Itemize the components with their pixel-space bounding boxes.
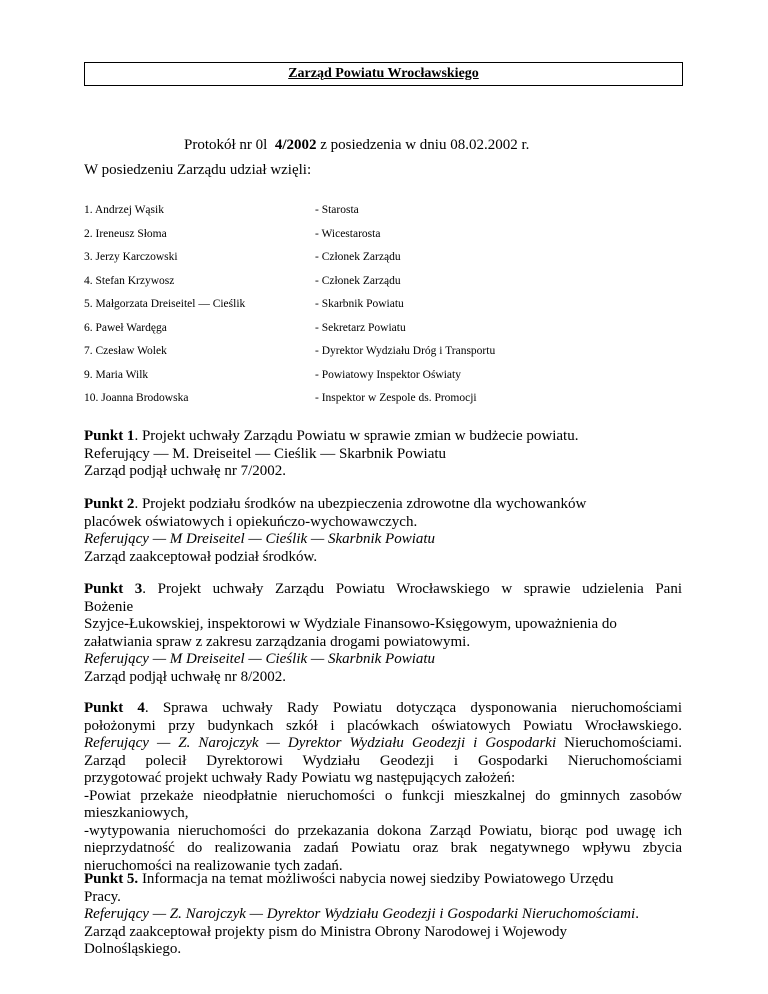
point-2-decision: Zarząd zaakceptował podział środków.: [84, 548, 318, 565]
point-1: [84, 428, 682, 481]
attendee-name: 6. Paweł Wardęga: [84, 321, 167, 334]
attendee-role: - Wicestarosta: [315, 227, 381, 240]
protocol-number: 4/2002: [274, 137, 317, 153]
point-1-speaker: Referujący — M. Dreiseitel — Cieślik — Skarbnik Powiatu: [84, 445, 447, 462]
attendee-name: 5. Małgorzata Dreiseitel — Cieślik: [84, 298, 246, 310]
point-5: [84, 871, 682, 959]
point-4-text-cont: położonymi przy budynkach szkół i placówkach oświatowych Powiatu Wrocławskiego.: [84, 717, 682, 734]
point-2-text: . Projekt podziału środków na ubezpieczenia zdrowotne dla wychowanków: [134, 496, 587, 512]
attendee-row: [84, 247, 684, 271]
attendee-row: [84, 318, 684, 342]
attendee-list: [84, 200, 684, 412]
attendee-row: [84, 271, 684, 295]
point-3-text-cont2: Szyjce-Łukowskiej, inspektorowi w Wydziale Finansowo-Księgowym, upoważnienia do: [84, 616, 617, 632]
point-3-text-cont: Bożenie: [84, 598, 134, 615]
attendee-name: 1. Andrzej Wąsik: [84, 204, 164, 216]
attendee-role: - Powiatowy Inspektor Oświaty: [315, 368, 461, 381]
point-1-decision: Zarząd podjął uchwałę nr 7/2002.: [84, 463, 287, 479]
attendee-role: - Członek Zarządu: [315, 251, 401, 263]
point-5-speaker-end: .: [635, 906, 639, 922]
point-4-decision-cont: przygotować projekt uchwały Rady Powiatu wg następujących założeń:: [84, 770, 516, 786]
point-5-speaker: Referujący — Z. Narojczyk — Dyrektor Wydziału Geodezji i Gospodarki Nieruchomościami: [84, 906, 636, 922]
attendee-row: [84, 365, 684, 389]
attendee-role: - Dyrektor Wydziału Dróg i Transportu: [315, 345, 496, 357]
point-2: [84, 496, 682, 566]
point-5-decision: Zarząd zaakceptował projekty pism do Ministra Obrony Narodowej i Wojewody: [84, 923, 567, 940]
attendance-intro: W posiedzeniu Zarządu udział wzięli:: [84, 162, 312, 178]
attendee-role: - Sekretarz Powiatu: [315, 321, 406, 334]
point-4: [84, 700, 682, 875]
protocol-heading: [184, 137, 529, 154]
point-3-decision: Zarząd podjął uchwałę nr 8/2002.: [84, 668, 287, 685]
attendee-name: 3. Jerzy Karczowski: [84, 251, 178, 263]
attendee-name: 10. Joanna Brodowska: [84, 392, 189, 404]
point-1-label: Punkt 1: [84, 428, 135, 444]
protocol-prefix: Protokół nr 0l: [184, 137, 268, 153]
point-4-text: . Sprawa uchwały Rady Powiatu dotycząca dysponowania nieruchomościami: [144, 700, 682, 716]
point-4-bullet-1: -Powiat przekaże nieodpłatnie nieruchomości o funkcji mieszkalnej do gminnych zasobów: [84, 787, 682, 804]
attendee-name: 9. Maria Wilk: [84, 368, 149, 381]
point-2-text-cont: placówek oświatowych i opiekuńczo-wychowawczych.: [84, 513, 418, 530]
point-3-text: . Projekt uchwały Zarządu Powiatu Wrocławskiego w sprawie udzielenia Pani: [142, 581, 683, 597]
attendee-row: [84, 388, 684, 412]
point-3-text-cont3: załatwiania spraw z zakresu zarządzania drogami powiatowymi.: [84, 633, 471, 650]
document-title: Zarząd Powiatu Wrocławskiego: [288, 66, 479, 81]
point-4-decision: Zarząd polecił Dyrektorowi Wydziału Geodezji i Gospodarki Nieruchomościami: [84, 752, 682, 769]
point-4-bullet-2-end: nieruchomości na realizowanie tych zadań.: [84, 857, 343, 874]
attendee-row: [84, 294, 684, 318]
point-2-speaker: Referujący — M Dreiseitel — Cieślik — Skarbnik Powiatu: [84, 531, 436, 547]
point-4-speaker-end: Nieruchomościami.: [556, 735, 682, 751]
protocol-suffix: z posiedzenia w dniu 08.02.2002 r.: [320, 137, 530, 153]
title-box: [84, 62, 683, 86]
point-5-text: Informacja na temat możliwości nabycia nowej siedziby Powiatowego Urzędu: [138, 871, 614, 887]
attendee-name: 4. Stefan Krzywosz: [84, 274, 175, 287]
attendee-role: - Skarbnik Powiatu: [315, 298, 404, 310]
point-4-bullet-2: -wytypowania nieruchomości do przekazania dokona Zarząd Powiatu, biorąc pod uwagę ich: [84, 822, 682, 839]
point-3-speaker: Referujący — M Dreiseitel — Cieślik — Skarbnik Powiatu: [84, 651, 436, 667]
point-1-text: . Projekt uchwały Zarządu Powiatu w sprawie zmian w budżecie powiatu.: [134, 428, 579, 444]
attendee-role: - Członek Zarządu: [315, 274, 401, 287]
point-4-speaker: Referujący — Z. Narojczyk — Dyrektor Wydziału Geodezji i Gospodarki: [84, 735, 557, 751]
attendee-role: - Starosta: [315, 204, 359, 216]
attendee-name: 2. Ireneusz Słoma: [84, 227, 167, 240]
point-3: [84, 581, 682, 686]
point-4-bullet-2-cont: nieprzydatność do realizowania zadań Powiatu oraz brak negatywnego wpływu zbycia: [84, 840, 682, 856]
point-3-label: Punkt 3: [84, 581, 143, 597]
attendee-row: [84, 200, 684, 224]
point-4-label: Punkt 4: [84, 700, 145, 716]
attendee-name: 7. Czesław Wolek: [84, 345, 167, 357]
point-4-bullet-1-cont: mieszkaniowych,: [84, 805, 189, 821]
attendee-row: [84, 341, 684, 365]
attendee-role: - Inspektor w Zespole ds. Promocji: [315, 392, 477, 404]
attendee-row: [84, 224, 684, 248]
point-5-text-cont: Pracy.: [84, 888, 121, 905]
point-5-decision-cont: Dolnośląskiego.: [84, 941, 182, 957]
point-2-label: Punkt 2: [84, 496, 135, 512]
point-5-label: Punkt 5.: [84, 871, 139, 887]
